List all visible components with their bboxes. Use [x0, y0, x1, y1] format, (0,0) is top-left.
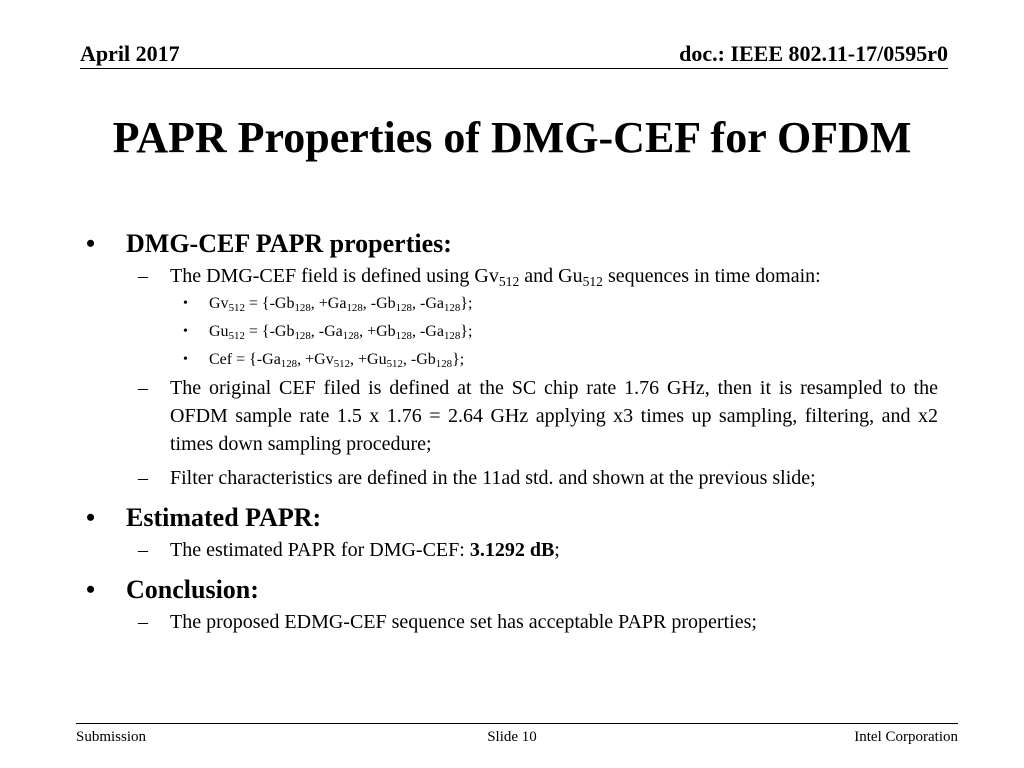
sequence-text: $Gu_{512} = \{-Gb_{128}$, $-Ga_{128}$, $+Gb_{128}$, $-Ga_{128}$}; — [209, 323, 473, 343]
bullet-marker: • — [86, 503, 96, 532]
footer-submission: Submission — [76, 729, 147, 745]
subbullet-text: The DMG-CEF field is defined using $Gv_{512}$ and $Gu_{512}$ sequences in time domain: — [170, 265, 821, 289]
footer-slide-number: Slide 10 — [487, 729, 537, 745]
footer-divider — [76, 723, 958, 724]
bullet-text: DMG-CEF PAPR properties: — [126, 229, 452, 258]
sequence-text: Cef = {$-Ga_{128}$, $+Gv_{512}$, $+Gu_{512}$, $-Gb_{128}$}; — [209, 351, 465, 371]
bullet-marker: • — [183, 296, 188, 311]
sequence-cef — [183, 346, 938, 374]
subbullet-text: The proposed EDMG-CEF sequence set has acceptable PAPR properties; — [170, 611, 757, 633]
bullet-estimated-papr — [86, 500, 938, 536]
dash-marker: – — [138, 265, 148, 287]
dash-marker: – — [138, 539, 148, 561]
papr-value: 3.1292 dB — [469, 539, 555, 561]
sequence-gv — [183, 290, 938, 318]
dash-marker: – — [138, 467, 148, 489]
bullet-text: Conclusion: — [126, 575, 259, 604]
subbullet-conclusion — [138, 608, 938, 636]
dash-marker: – — [138, 377, 148, 399]
bullet-conclusion — [86, 572, 938, 608]
bullet-marker: • — [183, 324, 188, 339]
bullet-marker: • — [86, 575, 96, 604]
sequence-gu — [183, 318, 938, 346]
slide-body — [86, 226, 938, 636]
subbullet-filter — [138, 464, 938, 492]
subbullet-text: The original CEF filed is defined at the SC chip rate 1.76 GHz, then it is resampled to the OFDM sample rate 1.5 x 1.76 = 2.64 GHz applying x3 times up sampling, filtering, and x2 times down sampling procedure; — [170, 377, 938, 455]
subbullet-resampling — [138, 374, 938, 458]
subbullet-papr-value — [138, 536, 938, 564]
header-divider — [80, 68, 948, 69]
dash-marker: – — [138, 611, 148, 633]
subbullet-text: The estimated PAPR for DMG-CEF: 3.1292 dB; — [170, 539, 560, 561]
bullet-dmg-cef-papr — [86, 226, 938, 262]
footer-organization: Intel Corporation — [854, 729, 958, 745]
subbullet-definition — [138, 262, 938, 290]
header-date: April 2017 — [80, 41, 180, 66]
sequence-text: $Gv_{512} = \{-Gb_{128}$, $+Ga_{128}$, $-Gb_{128}$, $-Ga_{128}$}; — [209, 295, 473, 315]
bullet-marker: • — [183, 352, 188, 367]
bullet-marker: • — [86, 229, 96, 258]
subbullet-text: Filter characteristics are defined in the 11ad std. and shown at the previous slide; — [170, 467, 816, 489]
slide-title: PAPR Properties of DMG-CEF for OFDM — [112, 113, 912, 162]
bullet-text: Estimated PAPR: — [126, 503, 322, 532]
header-doc-id: doc.: IEEE 802.11-17/0595r0 — [679, 41, 948, 66]
